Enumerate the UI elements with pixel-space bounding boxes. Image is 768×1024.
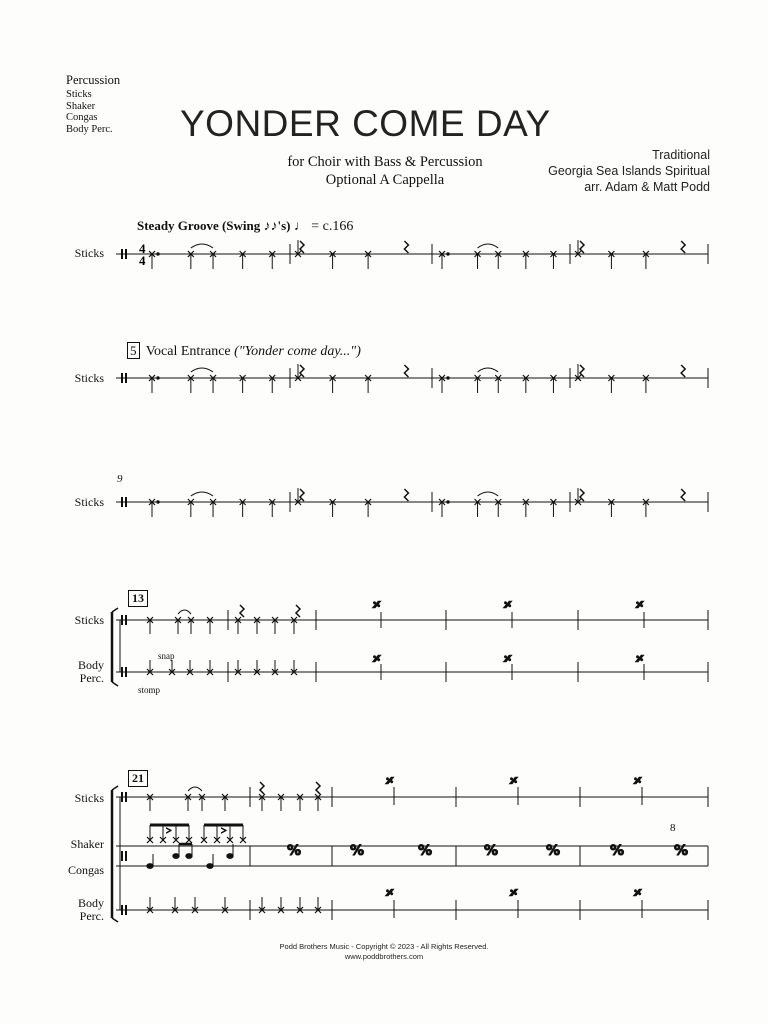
- instrument-sticks: Sticks: [66, 89, 92, 100]
- rehearsal-mark-21: 21: [128, 770, 148, 787]
- time-signature-bottom: 4: [139, 253, 146, 268]
- accent-mark: >: [221, 826, 227, 837]
- body-label-line-2: Perc.: [79, 909, 104, 923]
- staff-label-sticks-4: Sticks: [74, 613, 104, 627]
- system-bracket: [112, 918, 118, 922]
- measure-repeat-sign: 𝄎: [634, 772, 642, 790]
- instrument-body-perc: Body Perc.: [66, 123, 113, 135]
- tie-arc: [188, 787, 202, 791]
- tie-arc: [478, 244, 499, 248]
- measure-repeat-sign: 𝄎: [636, 596, 644, 614]
- tie-arc: [191, 368, 213, 372]
- measure-repeat-sign: 𝄎: [373, 650, 381, 668]
- footer-website: www.poddbrothers.com: [344, 952, 424, 961]
- augmentation-dot: [157, 253, 159, 255]
- measure-repeat-sign: 𝄎: [386, 884, 394, 902]
- snap-text: snap: [158, 651, 175, 661]
- augmentation-dot: [447, 377, 449, 379]
- measure-number-9: 9: [117, 473, 123, 485]
- measure-repeat-sign: 𝄎: [636, 650, 644, 668]
- augmentation-dot: [157, 377, 159, 379]
- rehearsal-mark-13: 13: [128, 590, 148, 607]
- body-label-line-1: Body: [77, 658, 104, 672]
- metronome-mark: ♩ = c.166: [293, 219, 354, 234]
- multi-rest-count: 8: [670, 822, 676, 834]
- tempo-after: 's): [277, 218, 291, 233]
- credit-traditional: Traditional: [652, 148, 710, 162]
- augmentation-dot: [157, 501, 159, 503]
- measure-repeat-sign: %: [546, 843, 561, 859]
- eighth-note-icon: ♪♪: [263, 219, 278, 234]
- instrument-congas: Congas: [66, 112, 98, 123]
- body-label-line-1: Body: [77, 896, 104, 910]
- conga-note: [186, 854, 192, 859]
- measure-repeat-sign: %: [484, 843, 499, 859]
- staff-label-sticks-2: Sticks: [74, 371, 104, 385]
- footer-copyright: Podd Brothers Music - Copyright © 2023 - All Rights Reserved.: [279, 942, 489, 951]
- quarter-rest: [404, 365, 408, 377]
- measure-repeat-sign: %: [350, 843, 365, 859]
- staff-label-congas-5: Congas: [68, 863, 104, 877]
- measure-repeat-sign: %: [287, 843, 302, 859]
- augmentation-dot: [447, 253, 449, 255]
- tempo-text: Steady Groove (Swing: [137, 218, 261, 233]
- subtitle-line-1: for Choir with Bass & Percussion: [287, 154, 483, 170]
- tie-arc: [178, 610, 191, 614]
- page-title: YONDER COME DAY: [180, 103, 551, 144]
- staff-label-sticks-3: Sticks: [74, 495, 104, 509]
- system-bracket: [112, 682, 118, 686]
- staff-label-sticks-1: Sticks: [74, 246, 104, 260]
- rehearsal-mark-5: 5: [127, 342, 140, 359]
- conga-note: [227, 854, 233, 859]
- quarter-rest: [296, 605, 300, 617]
- quarter-rest: [404, 241, 408, 253]
- tie-arc: [478, 368, 499, 372]
- subtitle-line-2: Optional A Cappella: [325, 172, 445, 188]
- measure-repeat-sign: 𝄎: [510, 772, 518, 790]
- measure-repeat-sign: %: [674, 843, 689, 859]
- tie-arc: [191, 244, 213, 248]
- instrument-shaker: Shaker: [66, 100, 96, 112]
- system-bracket: [112, 786, 118, 790]
- instrumentation-heading: Percussion: [66, 73, 121, 87]
- staff-label-shaker-5: Shaker: [70, 837, 104, 851]
- measure-repeat-sign: 𝄎: [504, 650, 512, 668]
- tie-arc: [478, 492, 499, 496]
- measure-repeat-sign: 𝄎: [373, 596, 381, 614]
- system-bracket: [112, 608, 118, 612]
- quarter-rest: [240, 605, 244, 617]
- quarter-rest: [681, 489, 685, 501]
- vocal-entrance-text: Vocal Entrance: [145, 344, 231, 359]
- measure-repeat-sign: %: [418, 843, 433, 859]
- footer: [0, 942, 768, 962]
- accent-mark: >: [166, 826, 172, 837]
- tie-arc: [191, 492, 213, 496]
- conga-note: [207, 864, 213, 869]
- conga-note: [147, 864, 153, 869]
- body-label-line-2: Perc.: [79, 671, 104, 685]
- quarter-rest: [316, 782, 320, 794]
- quarter-rest: [681, 241, 685, 253]
- measure-repeat-sign: 𝄎: [504, 596, 512, 614]
- credit-arranger: arr. Adam & Matt Podd: [584, 180, 710, 194]
- measure-repeat-sign: 𝄎: [634, 884, 642, 902]
- stomp-text: stomp: [138, 685, 161, 695]
- staff-label-sticks-5: Sticks: [74, 791, 104, 805]
- time-signature-top: 4: [139, 241, 146, 256]
- measure-repeat-sign: %: [610, 843, 625, 859]
- measure-repeat-sign: 𝄎: [510, 884, 518, 902]
- vocal-entrance-quote: ("Yonder come day..."): [234, 344, 361, 359]
- quarter-rest: [404, 489, 408, 501]
- credit-origin: Georgia Sea Islands Spiritual: [548, 164, 710, 178]
- augmentation-dot: [447, 501, 449, 503]
- measure-repeat-sign: 𝄎: [386, 772, 394, 790]
- conga-note: [173, 854, 179, 859]
- quarter-rest: [260, 782, 264, 794]
- quarter-rest: [681, 365, 685, 377]
